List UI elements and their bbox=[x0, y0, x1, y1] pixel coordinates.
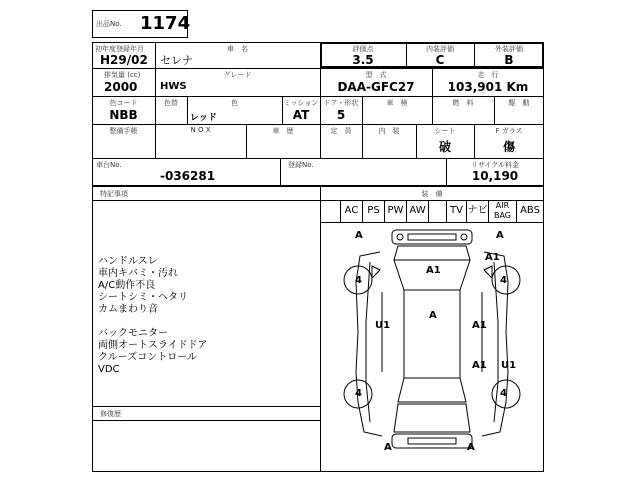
damage-mark: U1 bbox=[501, 360, 517, 371]
label-registration: 登録No. bbox=[288, 161, 314, 169]
damage-mark: A1 bbox=[485, 252, 500, 263]
damage-mark: A1 bbox=[426, 265, 441, 276]
label-nox: N O X bbox=[190, 126, 211, 134]
equip-abs: ABS bbox=[516, 200, 544, 222]
lot-label: 出品No. bbox=[96, 20, 122, 28]
label-color-code: 色コード bbox=[109, 99, 138, 107]
label-capacity: 定 員 bbox=[330, 127, 352, 135]
label-chassis: 車台No. bbox=[96, 161, 122, 169]
doors: 5 bbox=[336, 108, 346, 122]
label-interior: 内装評価 bbox=[426, 45, 454, 53]
displacement: 2000 bbox=[104, 80, 138, 94]
label-front-glass: F ガラス bbox=[495, 127, 523, 135]
label-drive: 駆 動 bbox=[508, 99, 530, 107]
reg-date: H29/02 bbox=[100, 53, 148, 67]
car-name: セレナ bbox=[160, 54, 193, 67]
label-history: 車 歴 bbox=[272, 127, 294, 135]
seat-condition: 破 bbox=[438, 140, 451, 154]
label-fuel: 燃 料 bbox=[452, 99, 474, 107]
damage-mark: 4 bbox=[355, 275, 362, 286]
note-line: 車内キバミ・汚れ bbox=[98, 268, 178, 279]
grade: HWS bbox=[160, 81, 187, 92]
damage-mark: A1 bbox=[472, 360, 487, 371]
label-recycle: リサイクル料金 bbox=[470, 161, 520, 169]
notes-label: 特記事項 bbox=[100, 190, 128, 198]
damage-mark: A bbox=[496, 230, 504, 241]
notes-list bbox=[98, 256, 207, 376]
color-code: NBB bbox=[109, 108, 138, 122]
label-interior-trim: 内 装 bbox=[378, 127, 400, 135]
damage-mark: A1 bbox=[472, 320, 487, 331]
damage-mark: 4 bbox=[500, 388, 507, 399]
label-grade: グレード bbox=[223, 71, 252, 79]
equip-blank bbox=[428, 200, 446, 222]
damage-mark: U1 bbox=[375, 320, 391, 331]
damage-mark: A bbox=[355, 230, 363, 241]
equip-tv: TV bbox=[446, 200, 466, 222]
damage-mark: 4 bbox=[500, 275, 507, 286]
label-repaint: 色替 bbox=[164, 99, 178, 107]
equip-navi: ナビ bbox=[466, 200, 488, 222]
label-displacement: 排気量 (cc) bbox=[104, 71, 141, 79]
equip-ps: PS bbox=[362, 200, 384, 222]
damage-mark: A bbox=[429, 310, 437, 321]
label-service-book: 整備手帳 bbox=[109, 127, 138, 135]
label-color: 色 bbox=[231, 99, 238, 107]
note-line: ハンドルスレ bbox=[98, 256, 158, 267]
label-doors: ドア・形状 bbox=[323, 99, 359, 107]
damage-mark: A bbox=[467, 442, 475, 453]
car-diagram bbox=[320, 222, 544, 472]
equip-airbag: AIR BAG bbox=[488, 200, 516, 222]
label-exterior: 外装評価 bbox=[495, 45, 523, 53]
label-transmission: ミッション bbox=[283, 99, 319, 107]
transmission: AT bbox=[292, 108, 310, 122]
label-inspection: 車 検 bbox=[386, 99, 408, 107]
equip-pw: PW bbox=[384, 200, 406, 222]
note-line: シートシミ・ヘタリ bbox=[98, 292, 188, 303]
note-line: バックモニター bbox=[98, 328, 168, 339]
exterior-grade: B bbox=[504, 53, 514, 67]
repair-label: 修復歴 bbox=[100, 410, 121, 418]
label-model: 型 式 bbox=[365, 71, 387, 79]
interior-grade: C bbox=[435, 53, 445, 67]
equip-aw: AW bbox=[406, 200, 428, 222]
damage-mark: A bbox=[384, 442, 392, 453]
label-car-name: 車 名 bbox=[227, 45, 248, 53]
score: 3.5 bbox=[352, 53, 374, 67]
chassis-number: -036281 bbox=[160, 169, 216, 183]
note-line bbox=[98, 316, 207, 328]
recycle-fee: 10,190 bbox=[471, 169, 519, 183]
mileage: 103,901 Km bbox=[447, 80, 529, 94]
label-seat: シート bbox=[434, 127, 456, 135]
note-line: カムまわり音 bbox=[98, 304, 158, 315]
lot-number: 1174 bbox=[140, 13, 191, 34]
note-line: VDC bbox=[98, 364, 120, 375]
note-line: A/C動作不良 bbox=[98, 280, 156, 291]
model-code: DAA-GFC27 bbox=[337, 80, 415, 94]
color: レッド bbox=[190, 113, 217, 123]
note-line: クルーズコントロール bbox=[98, 352, 197, 363]
damage-mark: 4 bbox=[355, 388, 362, 399]
note-line: 両側オートスライドドア bbox=[98, 340, 208, 351]
label-mileage: 走 行 bbox=[477, 71, 499, 79]
label-reg-date: 初年度登録年月 bbox=[95, 45, 144, 53]
front-glass-condition: 傷 bbox=[502, 140, 515, 154]
equipment-label: 装 備 bbox=[421, 190, 443, 198]
equip-ac: AC bbox=[340, 200, 362, 222]
label-score: 評価点 bbox=[352, 45, 374, 53]
